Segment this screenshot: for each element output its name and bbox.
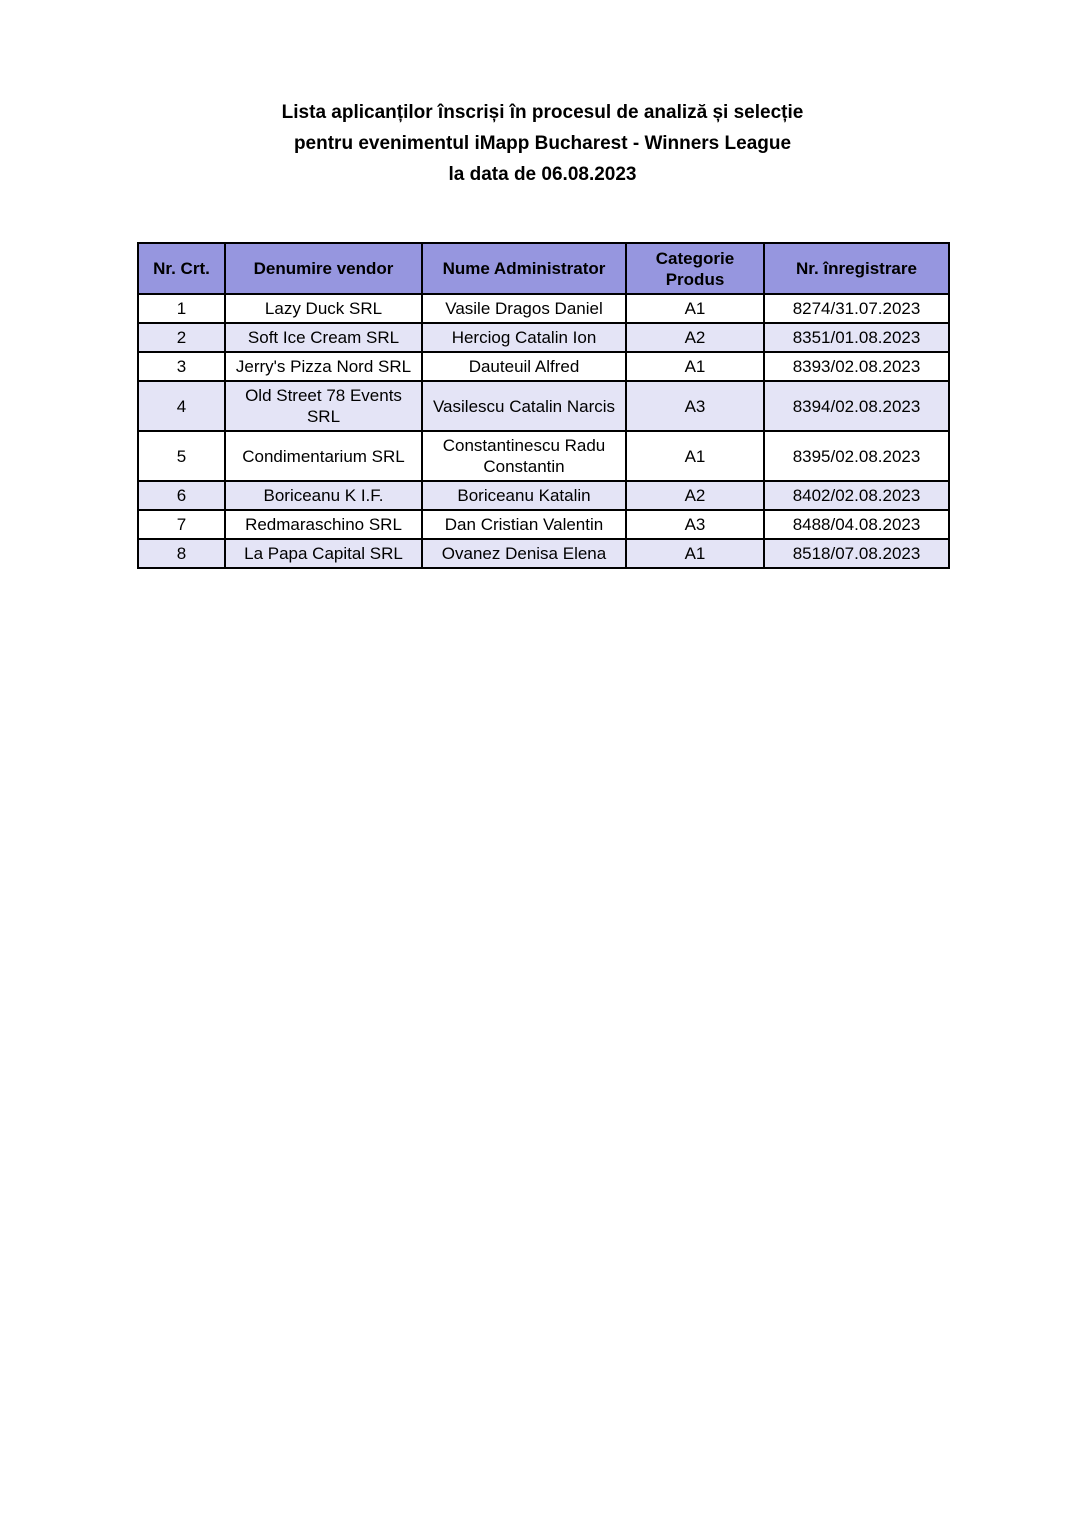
- table-cell: 8488/04.08.2023: [764, 510, 949, 539]
- table-cell: Ovanez Denisa Elena: [422, 539, 626, 568]
- title-line-3: la data de 06.08.2023: [448, 164, 637, 185]
- table-cell: 5: [138, 431, 225, 481]
- table-cell: A1: [626, 352, 764, 381]
- column-header-nr-inregistrare: Nr. înregistrare: [764, 243, 949, 294]
- table-cell: 8351/01.08.2023: [764, 323, 949, 352]
- table-cell: A3: [626, 510, 764, 539]
- table-cell: 7: [138, 510, 225, 539]
- document-title: [0, 97, 1085, 190]
- table-cell: 3: [138, 352, 225, 381]
- table-cell: 2: [138, 323, 225, 352]
- table-cell: A1: [626, 431, 764, 481]
- table-cell: 8394/02.08.2023: [764, 381, 949, 431]
- table-cell: Boriceanu K I.F.: [225, 481, 422, 510]
- table-cell: Soft Ice Cream SRL: [225, 323, 422, 352]
- table-cell: 8402/02.08.2023: [764, 481, 949, 510]
- table-cell: Constantinescu Radu Constantin: [422, 431, 626, 481]
- table-cell: 8: [138, 539, 225, 568]
- table-row: [138, 539, 949, 568]
- table-cell: 8393/02.08.2023: [764, 352, 949, 381]
- table-cell: Condimentarium SRL: [225, 431, 422, 481]
- table-row: [138, 352, 949, 381]
- column-header-denumire-vendor: Denumire vendor: [225, 243, 422, 294]
- table-cell: Dan Cristian Valentin: [422, 510, 626, 539]
- table-row: [138, 323, 949, 352]
- table-body: [138, 294, 949, 568]
- applicants-table: [137, 242, 950, 569]
- table-cell: Old Street 78 Events SRL: [225, 381, 422, 431]
- table-cell: 4: [138, 381, 225, 431]
- title-line-1: Lista aplicanților înscriși în procesul de analiză și selecție: [281, 102, 804, 123]
- table-cell: A1: [626, 539, 764, 568]
- title-line-2: pentru evenimentul iMapp Bucharest - Winners League: [293, 133, 792, 154]
- table-cell: Dauteuil Alfred: [422, 352, 626, 381]
- column-header-nume-administrator: Nume Administrator: [422, 243, 626, 294]
- table-cell: A1: [626, 294, 764, 323]
- table-cell: 8395/02.08.2023: [764, 431, 949, 481]
- table-header-row: [138, 243, 949, 294]
- table-cell: Lazy Duck SRL: [225, 294, 422, 323]
- table-cell: A2: [626, 323, 764, 352]
- column-header-categorie-produs: Categorie Produs: [626, 243, 764, 294]
- table-cell: A3: [626, 381, 764, 431]
- table-cell: 8518/07.08.2023: [764, 539, 949, 568]
- table-cell: 8274/31.07.2023: [764, 294, 949, 323]
- table-cell: Herciog Catalin Ion: [422, 323, 626, 352]
- table-cell: Boriceanu Katalin: [422, 481, 626, 510]
- column-header-nr-crt: Nr. Crt.: [138, 243, 225, 294]
- table-cell: Jerry's Pizza Nord SRL: [225, 352, 422, 381]
- table-cell: La Papa Capital SRL: [225, 539, 422, 568]
- table-cell: 6: [138, 481, 225, 510]
- table-row: [138, 294, 949, 323]
- table-cell: Vasilescu Catalin Narcis: [422, 381, 626, 431]
- table-row: [138, 510, 949, 539]
- table-row: [138, 481, 949, 510]
- table-cell: A2: [626, 481, 764, 510]
- table-row: [138, 431, 949, 481]
- table-cell: Vasile Dragos Daniel: [422, 294, 626, 323]
- table-cell: 1: [138, 294, 225, 323]
- table-cell: Redmaraschino SRL: [225, 510, 422, 539]
- table-row: [138, 381, 949, 431]
